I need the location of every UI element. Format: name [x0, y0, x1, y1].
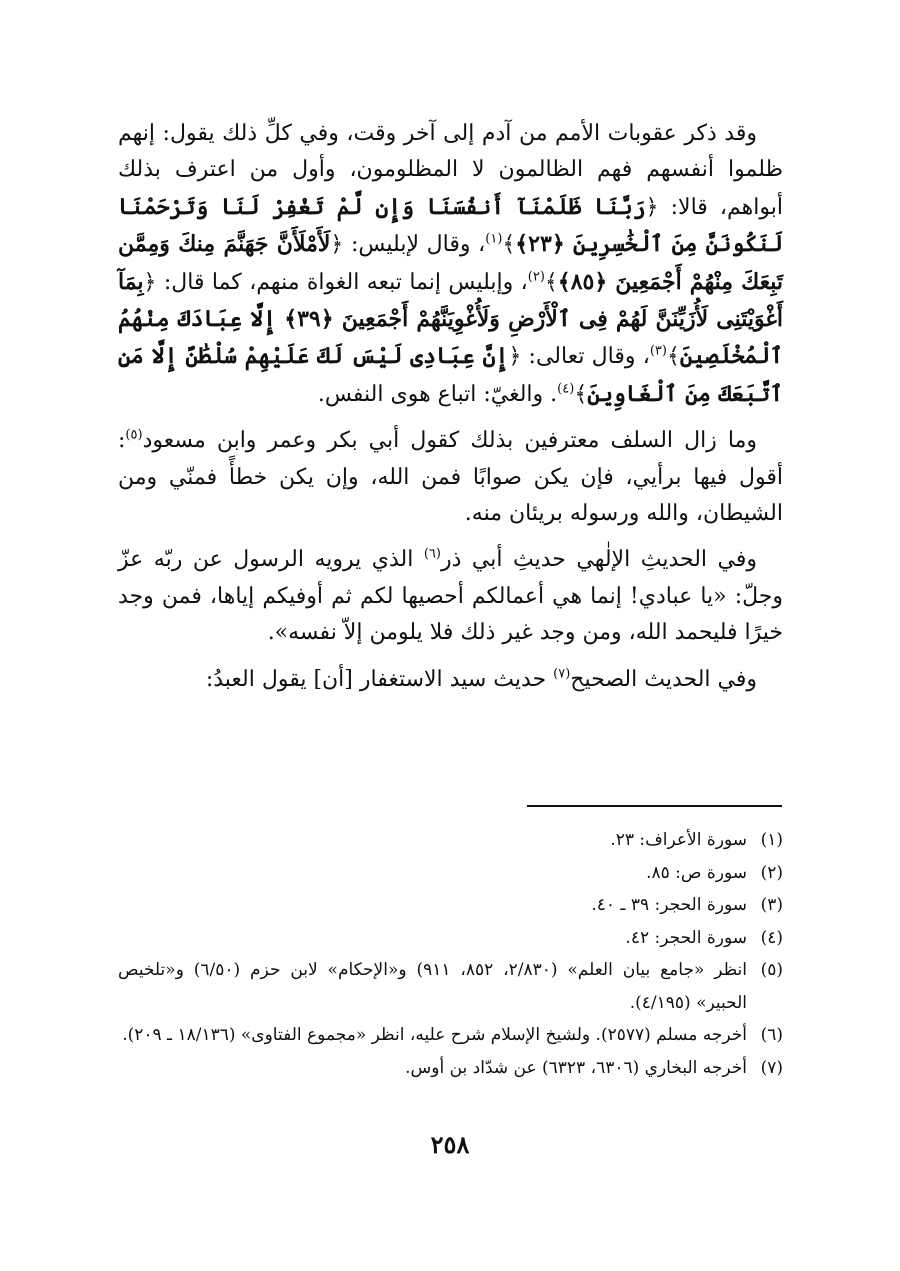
footnote-ref[interactable]: (٤)	[557, 381, 575, 397]
footnote-number: (٧)	[760, 1057, 783, 1078]
paragraph-1	[118, 116, 783, 413]
paragraph-3	[118, 542, 783, 651]
page-number: ٢٥٨	[430, 1130, 470, 1159]
text-run: . والغيّ: اتباع هوى النفس.	[317, 381, 558, 407]
quran-close-brace: ﴾	[502, 232, 516, 258]
footnote-item	[118, 1052, 783, 1085]
footnote-text: أخرجه مسلم (٢٥٧٧). ولشيخ الإسلام شرح عليه، انظر «مجموع الفتاوى» (١٨/١٣٦ ـ ٢٠٩).	[122, 1025, 747, 1045]
quran-open-brace: ﴿	[508, 344, 522, 370]
quran-close-brace: ﴾	[574, 381, 588, 407]
text-run: ، وإبليس إنما تبعه الغواة منهم، كما قال:	[156, 269, 528, 295]
footnote-number: (١)	[760, 830, 783, 850]
footnote-number: (٥)	[760, 960, 783, 980]
text-run: وفي الحديث الصحيح	[570, 666, 757, 692]
paragraph-4	[118, 662, 783, 698]
paragraph-2	[118, 423, 783, 532]
footnote-number: (٤)	[760, 927, 783, 948]
quran-verse: لَأَمْلَأَنَّ جَهَنَّمَ مِنكَ وَمِمَّن تَبِعَكَ مِنْهُمْ أَجْمَعِينَ ﴿٨٥﴾	[118, 231, 784, 295]
quran-verse: بِمَآ أَغْوَيْتَنِى لَأُزَيِّنَنَّ لَهُمْ فِى ٱلْأَرْضِ وَلَأُغْوِيَنَّهُمْ أَجْمَعِينَ ﴿٣٩﴾ إِلَّا عِبَادَكَ مِنْهُمُ ٱلْمُخْلَصِينَ	[118, 268, 784, 370]
footnote-ref[interactable]: (٢)	[527, 269, 545, 285]
quran-verse: رَبَّنَا ظَلَمْنَآ أَنفُسَنَا وَإِن لَّمْ تَغْفِرْ لَنَا وَتَرْحَمْنَا لَنَكُونَنَّ مِنَ ٱلْخَٰسِرِينَ ﴿٢٣﴾	[118, 193, 784, 258]
quran-close-brace: ﴾	[666, 344, 680, 370]
footnote-number: (٣)	[760, 895, 783, 915]
quran-open-brace: ﴿	[645, 194, 659, 220]
quran-verse: إِنَّ عِبَادِى لَيْسَ لَكَ عَلَيْهِمْ سُلْطَٰنٌ إِلَّا مَنِ ٱتَّبَعَكَ مِنَ ٱلْغَاوِينَ	[118, 343, 783, 407]
footnote-ref[interactable]: (٧)	[553, 666, 571, 682]
text-run: الذي يرويه الرسول عن ربّه عزّ وجلّ: «يا عبادي! إنما هي أعمالكم أحصيها لكم ثم أوفيكم إياها، فمن وجد خيرًا فليحمد الله، ومن وجد غير ذلك فلا يلومن إلاّ نفسه».	[118, 547, 783, 646]
footnote-separator	[527, 805, 782, 807]
footnote-ref[interactable]: (١)	[485, 231, 503, 247]
footnote-text: سورة ص: ٨٥.	[646, 862, 747, 883]
text-run: حديث سيد الاستغفار [أن] يقول العبدُ:	[205, 666, 554, 692]
footnote-number: (٦)	[760, 1025, 783, 1045]
text-run: ، وقال لإبليس:	[343, 232, 486, 258]
footnote-text: أخرجه البخاري (٦٣٠٦، ٦٣٢٣) عن شدّاد بن أوس.	[405, 1057, 747, 1078]
quran-open-brace: ﴿	[143, 269, 157, 295]
footnote-item	[118, 857, 783, 890]
footnote-item	[118, 889, 783, 922]
footnote-item	[118, 1019, 783, 1052]
text-run: ، وقال تعالى:	[521, 344, 650, 370]
footnote-text: سورة الحجر: ٤٢.	[625, 927, 747, 948]
text-run: وما زال السلف معترفين بذلك كقول أبي بكر وعمر وابن مسعود	[142, 428, 757, 454]
footnote-ref[interactable]: (٦)	[423, 547, 441, 563]
main-text	[118, 116, 783, 708]
footnotes	[118, 824, 783, 1084]
footnote-text: انظر «جامع بيان العلم» (٢/٨٣٠، ٨٥٢، ٩١١) و«الإحكام» لابن حزم (٦/٥٠) و«تلخيص الحبير» (٤/١٩٥).	[118, 960, 747, 1013]
text-run: : أقول فيها برأيي، فإن يكن صوابًا فمن الله، وإن يكن خطأً فمنّي ومن الشيطان، والله ورسوله بريئان منه.	[118, 428, 783, 527]
footnote-item	[118, 954, 783, 1019]
footnote-ref[interactable]: (٣)	[649, 344, 667, 360]
footnote-text: سورة الحجر: ٣٩ ـ ٤٠.	[591, 895, 747, 915]
footnote-number: (٢)	[760, 862, 783, 883]
quran-open-brace: ﴿	[330, 232, 344, 258]
footnote-text: سورة الأعراف: ٢٣.	[610, 830, 747, 850]
quran-close-brace: ﴾	[544, 269, 558, 295]
footnote-ref[interactable]: (٥)	[125, 427, 143, 443]
text-run: وقد ذكر عقوبات الأمم من آدم إلى آخر وقت، وفي كلِّ ذلك يقول: إنهم ظلموا أنفسهم فهم الظالمون لا المظلومون، وأول من اعترف بذلك أبواهم، قالا:	[118, 121, 783, 220]
footnote-item	[118, 824, 783, 857]
footnote-item	[118, 922, 783, 955]
text-run: وفي الحديثِ الإلٰهي حديثِ أبي ذر	[440, 547, 757, 573]
